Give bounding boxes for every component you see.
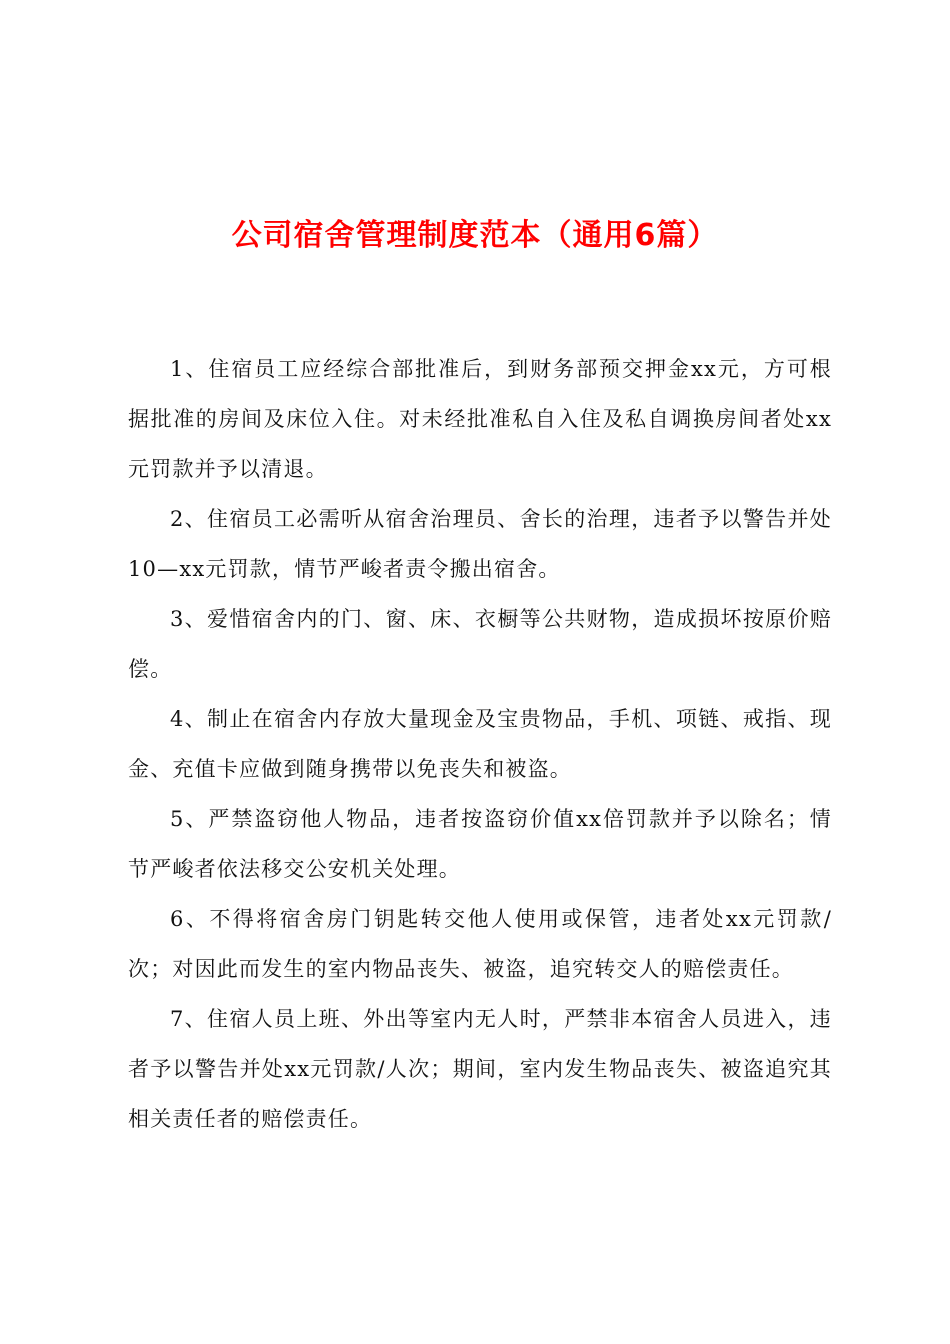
document-title: 公司宿舍管理制度范本（通用6篇） [231,218,719,253]
paragraph-6: 6、不得将宿舍房门钥匙转交他人使用或保管，违者处xx元罚款/次；对因此而发生的室内物品丧失、被盗，追究转交人的赔偿责任。 [128,907,832,981]
paragraph-1: 1、住宿员工应经综合部批准后，到财务部预交押金xx元，方可根据批准的房间及床位入住。对未经批准私自入住及私自调换房间者处xx元罚款并予以清退。 [128,357,832,481]
document-body [128,344,832,1144]
paragraph-5: 5、严禁盗窃他人物品，违者按盗窃价值xx倍罚款并予以除名；情节严峻者依法移交公安机关处理。 [128,807,832,881]
paragraph-4: 4、制止在宿舍内存放大量现金及宝贵物品，手机、项链、戒指、现金、充值卡应做到随身携带以免丧失和被盗。 [128,707,832,781]
paragraph-7: 7、住宿人员上班、外出等室内无人时，严禁非本宿舍人员进入，违者予以警告并处xx元罚款/人次；期间，室内发生物品丧失、被盗追究其相关责任者的赔偿责任。 [128,1007,832,1131]
paragraph-2: 2、住宿员工必需听从宿舍治理员、舍长的治理，违者予以警告并处10—xx元罚款，情节严峻者责令搬出宿舍。 [128,507,832,581]
paragraph-3: 3、爱惜宿舍内的门、窗、床、衣橱等公共财物，造成损坏按原价赔偿。 [128,607,832,681]
